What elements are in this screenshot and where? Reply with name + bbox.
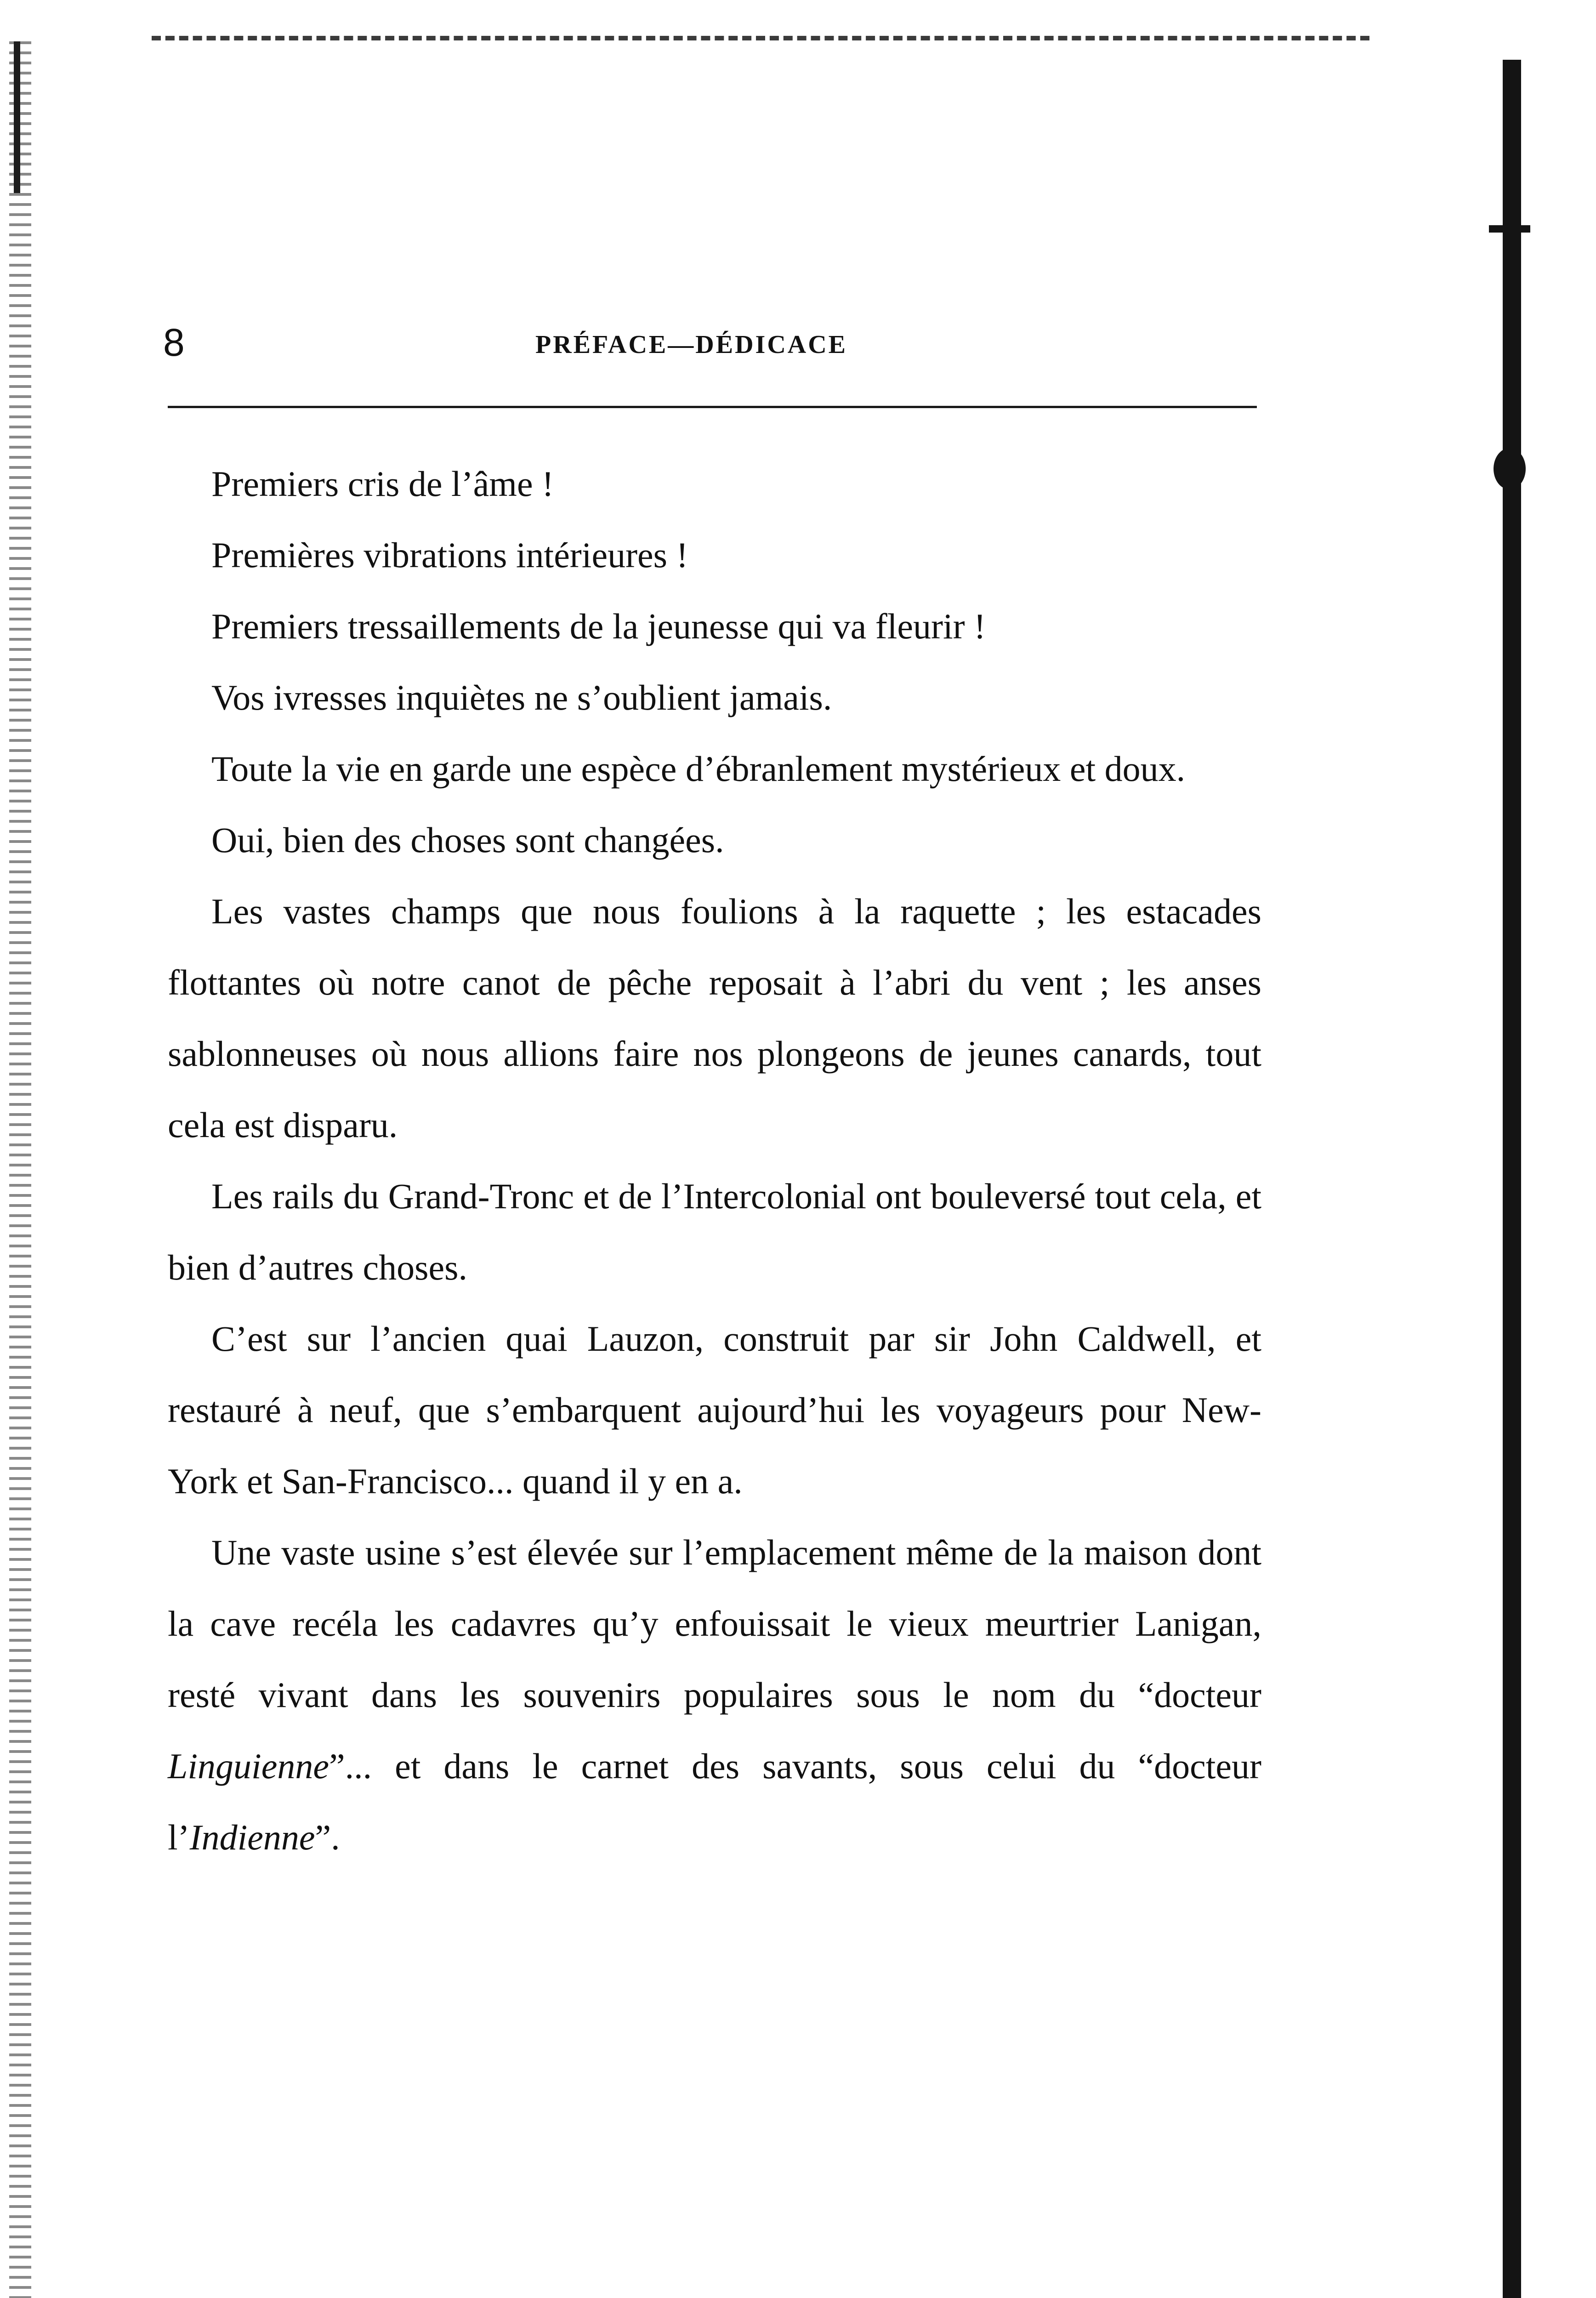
page-number: 8 (163, 321, 185, 364)
paragraph (168, 733, 1261, 804)
running-head: PRÉFACE—DÉDICACE (535, 330, 847, 359)
text-segment: Premières vibrations intérieures ! (211, 535, 688, 575)
text-segment: Oui, bien des choses sont changées. (211, 820, 724, 860)
italic-text: Indienne (189, 1817, 315, 1857)
scan-artifact-left-edge (9, 41, 31, 2298)
paragraph (168, 662, 1261, 733)
scan-artifact-top-edge (152, 36, 1369, 40)
text-segment: C’est sur l’ancien quai Lauzon, construit par sir John Caldwell, et restauré à neuf, que s’embarquent aujourd’hui les voyageurs pour New-York et San-Francisco... quand il y en a. (168, 1319, 1261, 1501)
text-segment: Vos ivresses inquiètes ne s’oublient jamais. (211, 677, 832, 717)
text-segment: ”. (315, 1817, 340, 1857)
paragraph (168, 1517, 1261, 1873)
paragraph (168, 1160, 1261, 1303)
text-segment: Toute la vie en garde une espèce d’ébranlement mystérieux et doux. (211, 749, 1186, 789)
paragraph (168, 519, 1261, 591)
paragraph (168, 804, 1261, 876)
italic-text: Linguienne (168, 1746, 329, 1786)
scan-artifact-right-edge (1503, 60, 1521, 2298)
paragraph (168, 448, 1261, 519)
text-segment: Premiers tressaillements de la jeunesse qui va fleurir ! (211, 606, 986, 646)
text-segment: Les vastes champs que nous foulions à la raquette ; les estacades flottantes où notre canot de pêche reposait à l’abri du vent ; les anses sablonneuses où nous allions faire nos plongeons de jeunes canards, tout cela est disparu. (168, 891, 1261, 1145)
text-segment: Premiers cris de l’âme ! (211, 464, 554, 504)
body-text (168, 448, 1261, 1873)
scan-artifact-right-blot (1494, 448, 1526, 489)
page-header (163, 322, 1257, 363)
scan-artifact-right-spur (1489, 225, 1530, 233)
paragraph (168, 876, 1261, 1160)
header-rule (168, 406, 1257, 408)
text-segment: Une vaste usine s’est élevée sur l’emplacement même de la maison dont la cave recéla les cadavres qu’y enfouissait le vieux meurtrier Lanigan, resté vivant dans les souvenirs populaires sous le nom du “docteur (168, 1532, 1261, 1715)
paragraph (168, 591, 1261, 662)
text-segment: ”... et dans le carnet des savants, sous celui du “docteur l’ (168, 1746, 1261, 1857)
paragraph (168, 1303, 1261, 1517)
text-segment: Les rails du Grand-Tronc et de l’Intercolonial ont bouleversé tout cela, et bien d’autres choses. (168, 1176, 1261, 1287)
scan-artifact-left-edge-mark (14, 41, 20, 193)
